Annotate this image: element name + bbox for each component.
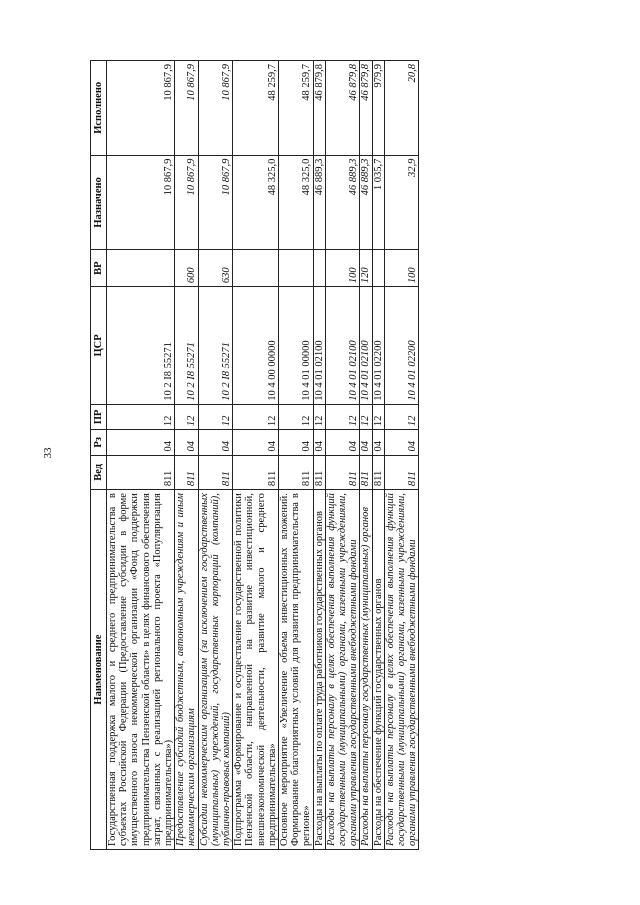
col-header-pr: ПР	[91, 404, 107, 429]
col-header-csr: ЦСР	[91, 287, 107, 405]
row-vr: 100	[325, 250, 360, 287]
row-assigned: 46 889,3	[313, 155, 325, 250]
row-executed: 48 259,7	[233, 61, 279, 156]
row-assigned: 48 325,0	[233, 155, 279, 250]
table-row	[372, 61, 384, 850]
row-rz: 04	[175, 430, 198, 455]
row-pr: 12	[384, 404, 419, 429]
row-csr: 10 2 I8 55271	[107, 287, 175, 405]
row-csr: 10 4 01 02100	[360, 287, 372, 405]
row-executed: 10 867,9	[198, 61, 233, 156]
row-ved: 811	[372, 455, 384, 490]
row-executed: 10 867,9	[175, 61, 198, 156]
row-name: Расходы на выплаты персоналу в целях обеспечения выполнения функций государственными (муниципальными) органами, казенными учреждениями, органами управления государственными внебюджетными фондами	[325, 490, 360, 850]
row-executed: 979,9	[372, 61, 384, 156]
row-vr	[372, 250, 384, 287]
row-ved: 811	[198, 455, 233, 490]
row-assigned: 10 867,9	[107, 155, 175, 250]
row-vr: 100	[384, 250, 419, 287]
table-row	[360, 61, 372, 850]
row-csr: 10 2 I8 55271	[175, 287, 198, 405]
row-ved: 811	[384, 455, 419, 490]
table-row	[313, 61, 325, 850]
row-ved: 811	[107, 455, 175, 490]
row-executed: 48 259,7	[279, 61, 314, 156]
row-rz: 04	[313, 430, 325, 455]
row-assigned: 10 867,9	[198, 155, 233, 250]
row-csr: 10 2 I8 55271	[198, 287, 233, 405]
table-row	[198, 61, 233, 850]
page-number: 33	[42, 447, 54, 459]
table-row	[233, 61, 279, 850]
row-assigned: 46 889,3	[325, 155, 360, 250]
row-csr: 10 4 00 00000	[233, 287, 279, 405]
row-csr: 10 4 01 02200	[372, 287, 384, 405]
table-row	[325, 61, 360, 850]
row-vr	[279, 250, 314, 287]
row-executed: 46 879,8	[313, 61, 325, 156]
row-pr: 12	[325, 404, 360, 429]
row-pr: 12	[313, 404, 325, 429]
row-ved: 811	[360, 455, 372, 490]
row-rz: 04	[233, 430, 279, 455]
row-name: Расходы на обеспечение функций государственных органов	[372, 490, 384, 850]
row-ved: 811	[313, 455, 325, 490]
row-pr: 12	[107, 404, 175, 429]
row-csr: 10 4 01 02200	[384, 287, 419, 405]
row-pr: 12	[279, 404, 314, 429]
col-header-name: Наименование	[91, 490, 107, 850]
table-row	[384, 61, 419, 850]
row-name: Государственная поддержка малого и среднего предпринимательства в субъектах Российской Федерации (Предоставление субсидии в форме имущественного взноса некоммерческой организации «Фонд поддержки предпринимательства Пензенской области» в целях финансового обеспечения затрат, связанных с реализацией регионального проекта «Популяризация предпринимательства»)	[107, 490, 175, 850]
table-row	[279, 61, 314, 850]
row-pr: 12	[372, 404, 384, 429]
row-executed: 20,8	[384, 61, 419, 156]
row-rz: 04	[360, 430, 372, 455]
row-assigned: 1 035,7	[372, 155, 384, 250]
budget-table	[90, 60, 419, 850]
row-pr: 12	[360, 404, 372, 429]
row-name: Основное мероприятие «Увеличение объема инвестиционных вложений. Формирование благоприятных условий для развития предпринимательства в регионе»	[279, 490, 314, 850]
row-pr: 12	[198, 404, 233, 429]
rotated-table-container	[90, 60, 635, 850]
row-rz: 04	[372, 430, 384, 455]
table-row	[175, 61, 198, 850]
row-assigned: 32,9	[384, 155, 419, 250]
row-rz: 04	[107, 430, 175, 455]
row-rz: 04	[279, 430, 314, 455]
row-ved: 811	[233, 455, 279, 490]
row-csr: 10 4 01 00000	[279, 287, 314, 405]
row-assigned: 10 867,9	[175, 155, 198, 250]
row-name: Подпрограмма «Формирование и осуществление государственной политики Пензенской области, направленной на развитие инвестиционной, внешнеэкономической деятельности, развитие малого и среднего предпринимательства»	[233, 490, 279, 850]
row-pr: 12	[175, 404, 198, 429]
row-name: Субсидии некоммерческим организациям (за исключением государственных (муниципальных) учреждений, государственных корпораций (компаний), публично-правовых компаний)	[198, 490, 233, 850]
row-assigned: 48 325,0	[279, 155, 314, 250]
row-name: Расходы на выплаты персоналу государственных (муниципальных) органов	[360, 490, 372, 850]
row-rz: 04	[325, 430, 360, 455]
row-ved: 811	[325, 455, 360, 490]
row-csr: 10 4 01 02100	[313, 287, 325, 405]
row-vr	[313, 250, 325, 287]
row-csr: 10 4 01 02100	[325, 287, 360, 405]
col-header-vr: ВР	[91, 250, 107, 287]
row-vr	[233, 250, 279, 287]
row-vr: 120	[360, 250, 372, 287]
row-executed: 46 879,8	[325, 61, 360, 156]
row-rz: 04	[198, 430, 233, 455]
row-pr: 12	[233, 404, 279, 429]
row-vr	[107, 250, 175, 287]
row-rz: 04	[384, 430, 419, 455]
table-row	[107, 61, 175, 850]
col-header-assigned: Назначено	[91, 155, 107, 250]
row-assigned: 46 889,3	[360, 155, 372, 250]
row-ved: 811	[279, 455, 314, 490]
row-name: Расходы на выплаты персоналу в целях обеспечения выполнения функций государственными (муниципальными) органами, казенными учреждениями, органами управления государственными внебюджетными фондами	[384, 490, 419, 850]
table-header	[91, 61, 107, 850]
col-header-rz: Рз	[91, 430, 107, 455]
row-name: Предоставление субсидий бюджетным, автономным учреждениям и иным некоммерческим организациям	[175, 490, 198, 850]
row-vr: 600	[175, 250, 198, 287]
row-name: Расходы на выплаты по оплате труда работников государственных органов	[313, 490, 325, 850]
col-header-ved: Вед	[91, 455, 107, 490]
row-vr: 630	[198, 250, 233, 287]
row-executed: 46 879,8	[360, 61, 372, 156]
row-executed: 10 867,9	[107, 61, 175, 156]
row-ved: 811	[175, 455, 198, 490]
col-header-executed: Исполнено	[91, 61, 107, 156]
